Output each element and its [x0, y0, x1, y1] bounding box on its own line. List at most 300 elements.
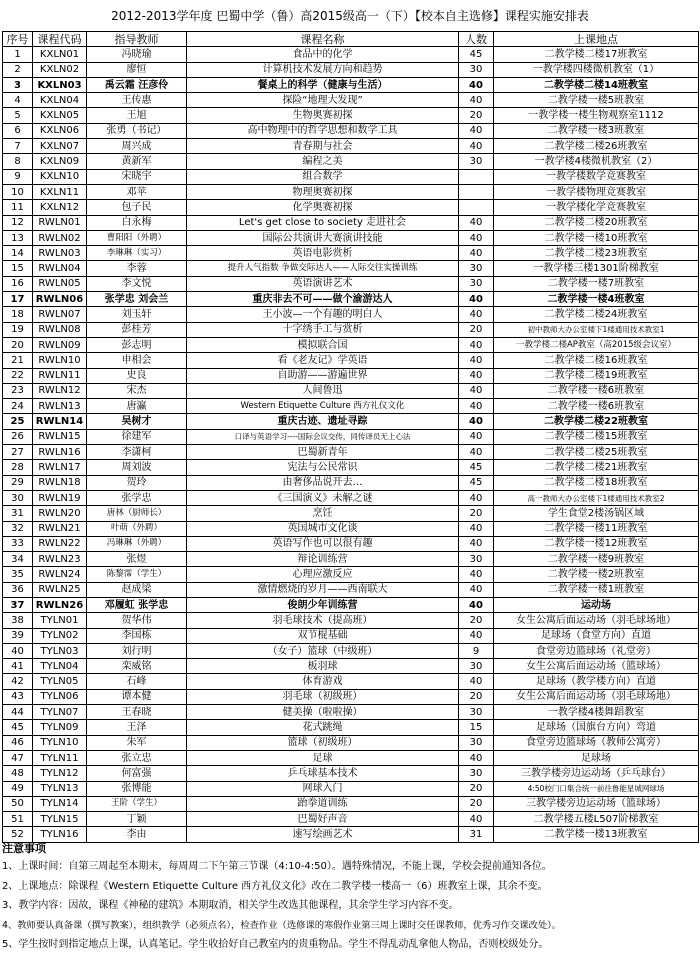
cell-no: 35: [3, 567, 33, 582]
cell-code: RWLN12: [33, 383, 87, 398]
cell-code: KXLN07: [33, 139, 87, 154]
cell-count: 20: [459, 108, 494, 123]
table-row: [3, 261, 699, 276]
cell-location: 二教学楼一楼12班教室: [494, 536, 699, 551]
cell-code: RWLN05: [33, 276, 87, 291]
cell-teacher: 周兴成: [87, 139, 187, 154]
cell-no: 34: [3, 552, 33, 567]
cell-teacher: 李文悦: [87, 276, 187, 291]
cell-no: 13: [3, 230, 33, 245]
cell-course: 看《老友记》学英语: [187, 353, 459, 368]
cell-count: 40: [459, 77, 494, 92]
table-row: [3, 705, 699, 720]
cell-count: 40: [459, 750, 494, 765]
cell-teacher: 陈黎霈（学生）: [87, 567, 187, 582]
cell-teacher: 王旭: [87, 108, 187, 123]
cell-no: 22: [3, 368, 33, 383]
cell-teacher: 谭本健: [87, 689, 187, 704]
cell-course: 计算机技术发展方向和趋势: [187, 62, 459, 77]
cell-code: RWLN06: [33, 292, 87, 307]
table-row: [3, 490, 699, 505]
cell-no: 46: [3, 735, 33, 750]
cell-no: 12: [3, 215, 33, 230]
cell-count: 30: [459, 659, 494, 674]
cell-code: RWLN04: [33, 261, 87, 276]
cell-count: 40: [459, 353, 494, 368]
cell-location: 二教学楼一楼7班教室: [494, 276, 699, 291]
cell-code: KXLN10: [33, 169, 87, 184]
cell-course: 激情燃烧的岁月——西南联大: [187, 582, 459, 597]
cell-teacher: 张勇（书记）: [87, 123, 187, 138]
cell-teacher: 宋晓宇: [87, 169, 187, 184]
cell-course: 健美操（啦啦操）: [187, 705, 459, 720]
cell-count: 40: [459, 139, 494, 154]
cell-teacher: 栾威铭: [87, 659, 187, 674]
note-line: 4、教师要认真备课（撰写教案），组织教学（必须点名），检查作业（选修课的寒假作业第三周上课时交任课教师，优秀习作交课改处）。: [2, 919, 562, 931]
cell-count: 20: [459, 689, 494, 704]
cell-course: 英国城市文化谈: [187, 521, 459, 536]
cell-count: [459, 169, 494, 184]
table-row: [3, 536, 699, 551]
cell-code: KXLN06: [33, 123, 87, 138]
cell-count: 15: [459, 720, 494, 735]
header-count: 人数: [459, 32, 494, 47]
cell-course: 餐桌上的科学（健康与生活）: [187, 77, 459, 92]
table-row: [3, 460, 699, 475]
table-row: [3, 750, 699, 765]
cell-location: 二教学楼一楼1班教室: [494, 582, 699, 597]
cell-location: 二教学楼一楼5班教室: [494, 93, 699, 108]
cell-teacher: 廖恒: [87, 62, 187, 77]
cell-course: 组合数学: [187, 169, 459, 184]
cell-course: 双节棍基础: [187, 628, 459, 643]
cell-count: 40: [459, 597, 494, 612]
cell-code: RWLN07: [33, 307, 87, 322]
cell-count: 40: [459, 399, 494, 414]
cell-teacher: 邓苹: [87, 184, 187, 199]
cell-count: 40: [459, 445, 494, 460]
table-row: [3, 567, 699, 582]
table-row: [3, 812, 699, 827]
cell-code: TYLN03: [33, 643, 87, 658]
cell-no: 29: [3, 475, 33, 490]
cell-location: 二教学楼一楼2班教室: [494, 567, 699, 582]
cell-teacher: 唐林（厨师长）: [87, 506, 187, 521]
cell-course: 心理应激反应: [187, 567, 459, 582]
cell-teacher: 唐瀛: [87, 399, 187, 414]
cell-teacher: 刘行明: [87, 643, 187, 658]
note-line: 1、上课时间：自第三周起至本期末，每周周二下午第三节课（4:10-4:50）。遇特殊情况，不能上课，学校会提前通知各位。: [2, 861, 552, 872]
cell-no: 24: [3, 399, 33, 414]
cell-code: RWLN13: [33, 399, 87, 414]
cell-count: 40: [459, 215, 494, 230]
table-row: [3, 643, 699, 658]
cell-code: TYLN16: [33, 827, 87, 842]
cell-code: TYLN14: [33, 796, 87, 811]
cell-count: 40: [459, 628, 494, 643]
cell-location: 二教学楼一楼11班教室: [494, 521, 699, 536]
cell-teacher: 彭志明: [87, 337, 187, 352]
cell-teacher: 冯晓瑜: [87, 47, 187, 62]
cell-code: RWLN17: [33, 460, 87, 475]
table-row: [3, 796, 699, 811]
cell-count: 40: [459, 93, 494, 108]
table-row: [3, 62, 699, 77]
cell-location: 二教学楼二楼25班教室: [494, 445, 699, 460]
cell-teacher: 禹云霜 汪彦伶: [87, 77, 187, 92]
cell-teacher: 石峰: [87, 674, 187, 689]
cell-course: 英语演讲艺术: [187, 276, 459, 291]
cell-location: 一教学楼四楼微机教室（1）: [494, 62, 699, 77]
table-row: [3, 735, 699, 750]
cell-count: 40: [459, 414, 494, 429]
cell-course: 网球入门: [187, 781, 459, 796]
table-row: [3, 215, 699, 230]
cell-code: RWLN25: [33, 582, 87, 597]
table-row: [3, 445, 699, 460]
table-row: [3, 429, 699, 444]
table-row: [3, 353, 699, 368]
cell-no: 40: [3, 643, 33, 658]
table-row: [3, 475, 699, 490]
cell-course: 英语写作也可以很有趣: [187, 536, 459, 551]
cell-no: 14: [3, 246, 33, 261]
page-title: 2012-2013学年度 巴蜀中学（鲁）高2015级高一（下）【校本自主选修】课程实施安排表: [111, 9, 589, 23]
table-row: [3, 368, 699, 383]
table-row: [3, 47, 699, 62]
cell-code: KXLN02: [33, 62, 87, 77]
cell-course: 编程之美: [187, 154, 459, 169]
cell-no: 52: [3, 827, 33, 842]
cell-course: 化学奥赛初探: [187, 200, 459, 215]
cell-location: 二教学楼一楼6班教室: [494, 399, 699, 414]
cell-code: TYLN04: [33, 659, 87, 674]
cell-code: TYLN05: [33, 674, 87, 689]
cell-location: 三教学楼旁边运动场（乒乓球台）: [494, 766, 699, 781]
cell-location: 二教学楼二楼26班教室: [494, 139, 699, 154]
table-row: [3, 597, 699, 612]
cell-location: 二教学楼二楼15班教室: [494, 429, 699, 444]
cell-code: RWLN18: [33, 475, 87, 490]
cell-no: 39: [3, 628, 33, 643]
cell-code: RWLN20: [33, 506, 87, 521]
table-row: [3, 246, 699, 261]
cell-code: RWLN22: [33, 536, 87, 551]
cell-course: Let's get close to society 走进社会: [187, 215, 459, 230]
cell-code: TYLN09: [33, 720, 87, 735]
cell-location: 二教学楼二楼19班教室: [494, 368, 699, 383]
cell-teacher: 申相会: [87, 353, 187, 368]
cell-count: [459, 200, 494, 215]
cell-location: 二教学楼一楼3班教室: [494, 123, 699, 138]
cell-location: 二教学楼二楼16班教室: [494, 353, 699, 368]
cell-no: 6: [3, 123, 33, 138]
cell-course: 《三国演义》未解之谜: [187, 490, 459, 505]
table-row: [3, 383, 699, 398]
cell-course: 生物奥赛初探: [187, 108, 459, 123]
cell-code: TYLN01: [33, 613, 87, 628]
cell-count: 40: [459, 246, 494, 261]
cell-course: 物理奥赛初探: [187, 184, 459, 199]
cell-teacher: 李潇柯: [87, 445, 187, 460]
cell-code: TYLN06: [33, 689, 87, 704]
cell-teacher: 包子民: [87, 200, 187, 215]
cell-teacher: 刘玉轩: [87, 307, 187, 322]
table-row: [3, 123, 699, 138]
table-row: [3, 154, 699, 169]
cell-code: RWLN21: [33, 521, 87, 536]
table-row: [3, 613, 699, 628]
cell-teacher: 史良: [87, 368, 187, 383]
header-no: 序号: [3, 32, 33, 47]
cell-code: RWLN09: [33, 337, 87, 352]
cell-teacher: 贺华伟: [87, 613, 187, 628]
table-row: [3, 200, 699, 215]
schedule-body: [3, 47, 699, 842]
cell-count: 40: [459, 307, 494, 322]
cell-count: [459, 184, 494, 199]
cell-course: 宪法与公民常识: [187, 460, 459, 475]
table-header-row: [3, 32, 699, 47]
cell-course: 辩论训练营: [187, 552, 459, 567]
table-row: [3, 766, 699, 781]
cell-location: 4:50校门口集合统一前往鲁能星城网球场: [494, 781, 699, 796]
cell-course: 乒乓球基本技术: [187, 766, 459, 781]
cell-teacher: 李蓉: [87, 261, 187, 276]
cell-count: 40: [459, 230, 494, 245]
cell-code: RWLN01: [33, 215, 87, 230]
cell-location: 二教学楼二楼18班教室: [494, 475, 699, 490]
cell-code: RWLN03: [33, 246, 87, 261]
cell-no: 30: [3, 490, 33, 505]
table-row: [3, 184, 699, 199]
cell-code: KXLN01: [33, 47, 87, 62]
table-row: [3, 93, 699, 108]
cell-teacher: 张煜: [87, 552, 187, 567]
cell-teacher: 李由: [87, 827, 187, 842]
cell-no: 1: [3, 47, 33, 62]
cell-count: 9: [459, 643, 494, 658]
cell-code: RWLN02: [33, 230, 87, 245]
cell-location: 足球场（食堂方向）直道: [494, 628, 699, 643]
table-row: [3, 552, 699, 567]
table-row: [3, 139, 699, 154]
cell-location: 足球场（教学楼方向）直道: [494, 674, 699, 689]
cell-count: 20: [459, 322, 494, 337]
cell-no: 23: [3, 383, 33, 398]
cell-course: 烹饪: [187, 506, 459, 521]
cell-location: 三教学楼旁边运动场（篮球场）: [494, 796, 699, 811]
cell-teacher: 叶萌（外聘）: [87, 521, 187, 536]
cell-teacher: 周刘波: [87, 460, 187, 475]
cell-teacher: 李国栋: [87, 628, 187, 643]
cell-location: 二教学楼一楼4班教室: [494, 292, 699, 307]
cell-course: 篮球（初级班）: [187, 735, 459, 750]
table-row: [3, 521, 699, 536]
cell-location: 女生公寓后面运动场（篮球场）: [494, 659, 699, 674]
cell-teacher: 黄新军: [87, 154, 187, 169]
notes-section: [2, 841, 698, 955]
cell-count: 40: [459, 123, 494, 138]
cell-location: 初中教师大办公室楼下1楼通用技术教室1: [494, 322, 699, 337]
cell-teacher: 彭桂芳: [87, 322, 187, 337]
cell-code: RWLN16: [33, 445, 87, 460]
cell-no: 42: [3, 674, 33, 689]
table-row: [3, 337, 699, 352]
cell-no: 21: [3, 353, 33, 368]
cell-teacher: 张学忠: [87, 490, 187, 505]
cell-course: 高中物理中的哲学思想和数学工具: [187, 123, 459, 138]
cell-course: Western Etiquette Culture 西方礼仪文化: [187, 399, 459, 414]
cell-location: 二教学楼二楼14班教室: [494, 77, 699, 92]
cell-course: 青春期与社会: [187, 139, 459, 154]
header-code: 课程代码: [33, 32, 87, 47]
cell-no: 32: [3, 521, 33, 536]
cell-code: RWLN10: [33, 353, 87, 368]
cell-no: 26: [3, 429, 33, 444]
cell-course: 羽毛球技术（提高班）: [187, 613, 459, 628]
cell-count: 30: [459, 154, 494, 169]
cell-count: 30: [459, 276, 494, 291]
table-row: [3, 659, 699, 674]
cell-count: 30: [459, 552, 494, 567]
cell-course: （女子）篮球（中级班）: [187, 643, 459, 658]
cell-teacher: 贺玲: [87, 475, 187, 490]
table-row: [3, 169, 699, 184]
table-row: [3, 77, 699, 92]
cell-location: 二教学楼五楼L507阶梯教室: [494, 812, 699, 827]
cell-count: 40: [459, 567, 494, 582]
cell-code: RWLN23: [33, 552, 87, 567]
cell-code: KXLN09: [33, 154, 87, 169]
cell-count: 40: [459, 674, 494, 689]
cell-code: TYLN10: [33, 735, 87, 750]
table-row: [3, 827, 699, 842]
cell-course: 探险“地理大发现”: [187, 93, 459, 108]
cell-no: 47: [3, 750, 33, 765]
table-row: [3, 506, 699, 521]
cell-no: 36: [3, 582, 33, 597]
cell-no: 33: [3, 536, 33, 551]
cell-course: 足球: [187, 750, 459, 765]
table-row: [3, 399, 699, 414]
table-row: [3, 414, 699, 429]
cell-code: TYLN02: [33, 628, 87, 643]
cell-course: 人间鲁迅: [187, 383, 459, 398]
cell-code: TYLN07: [33, 705, 87, 720]
cell-location: 二教学楼一楼13班教室: [494, 827, 699, 842]
cell-no: 7: [3, 139, 33, 154]
cell-code: KXLN03: [33, 77, 87, 92]
cell-teacher: 曹阳阳（外聘）: [87, 230, 187, 245]
cell-teacher: 赵成梁: [87, 582, 187, 597]
cell-code: RWLN26: [33, 597, 87, 612]
cell-location: 足球场: [494, 750, 699, 765]
cell-no: 28: [3, 460, 33, 475]
cell-location: 运动场: [494, 597, 699, 612]
cell-course: 提升人气指数 争做交际达人——人际交往实操训练: [187, 261, 459, 276]
cell-course: 自助游——游遍世界: [187, 368, 459, 383]
cell-location: 二教学楼二楼20班教室: [494, 215, 699, 230]
cell-no: 18: [3, 307, 33, 322]
cell-count: 40: [459, 383, 494, 398]
cell-location: 一教学楼4楼舞蹈教室: [494, 705, 699, 720]
cell-no: 3: [3, 77, 33, 92]
cell-location: 二教学楼二楼22班教室: [494, 414, 699, 429]
cell-no: 49: [3, 781, 33, 796]
cell-no: 44: [3, 705, 33, 720]
cell-location: 食堂旁边篮球场（礼堂旁）: [494, 643, 699, 658]
cell-count: 30: [459, 735, 494, 750]
header-teacher: 指导教师: [87, 32, 187, 47]
cell-location: 二教学楼二楼21班教室: [494, 460, 699, 475]
cell-location: 一教学楼三楼1301阶梯教室: [494, 261, 699, 276]
cell-no: 48: [3, 766, 33, 781]
cell-count: 40: [459, 368, 494, 383]
cell-teacher: 王春晓: [87, 705, 187, 720]
cell-location: 食堂旁边篮球场（教师公寓旁）: [494, 735, 699, 750]
cell-teacher: 张学忠 刘会兰: [87, 292, 187, 307]
cell-location: 二教学楼一楼9班教室: [494, 552, 699, 567]
cell-course: 重庆非去不可——做个渝游达人: [187, 292, 459, 307]
cell-course: 巴蜀好声音: [187, 812, 459, 827]
cell-location: 二教学楼一楼10班教室: [494, 230, 699, 245]
cell-no: 9: [3, 169, 33, 184]
cell-code: RWLN14: [33, 414, 87, 429]
cell-count: 40: [459, 429, 494, 444]
cell-course: 速写绘画艺术: [187, 827, 459, 842]
cell-location: 女生公寓后面运动场（羽毛球场地）: [494, 613, 699, 628]
cell-count: 45: [459, 475, 494, 490]
cell-no: 16: [3, 276, 33, 291]
cell-no: 41: [3, 659, 33, 674]
cell-no: 2: [3, 62, 33, 77]
cell-no: 37: [3, 597, 33, 612]
cell-course: 跆拳道训练: [187, 796, 459, 811]
cell-count: 45: [459, 460, 494, 475]
cell-no: 19: [3, 322, 33, 337]
cell-no: 15: [3, 261, 33, 276]
table-row: [3, 307, 699, 322]
cell-no: 51: [3, 812, 33, 827]
cell-course: 花式跳绳: [187, 720, 459, 735]
notes-heading: 注意事项: [2, 842, 46, 855]
cell-count: 40: [459, 490, 494, 505]
cell-course: 由奢侈品说开去…: [187, 475, 459, 490]
cell-location: 二教学楼二楼17班教室: [494, 47, 699, 62]
cell-teacher: 宋杰: [87, 383, 187, 398]
cell-no: 17: [3, 292, 33, 307]
cell-location: 二教学楼二楼24班教室: [494, 307, 699, 322]
cell-code: RWLN24: [33, 567, 87, 582]
cell-count: 40: [459, 292, 494, 307]
cell-course: 巴蜀新青年: [187, 445, 459, 460]
cell-code: TYLN13: [33, 781, 87, 796]
cell-count: 45: [459, 47, 494, 62]
cell-location: 一教学楼数学竞赛教室: [494, 169, 699, 184]
cell-teacher: 吴树才: [87, 414, 187, 429]
cell-course: 国际公共演讲大赛演讲技能: [187, 230, 459, 245]
cell-count: 40: [459, 582, 494, 597]
cell-count: 30: [459, 766, 494, 781]
cell-teacher: 丁颖: [87, 812, 187, 827]
cell-location: 女生公寓后面运动场（羽毛球场地）: [494, 689, 699, 704]
table-row: [3, 292, 699, 307]
cell-location: 高一教师大办公室楼下1楼通用技术教室2: [494, 490, 699, 505]
cell-teacher: 张博能: [87, 781, 187, 796]
schedule-table: [2, 31, 699, 843]
cell-course: 板羽球: [187, 659, 459, 674]
